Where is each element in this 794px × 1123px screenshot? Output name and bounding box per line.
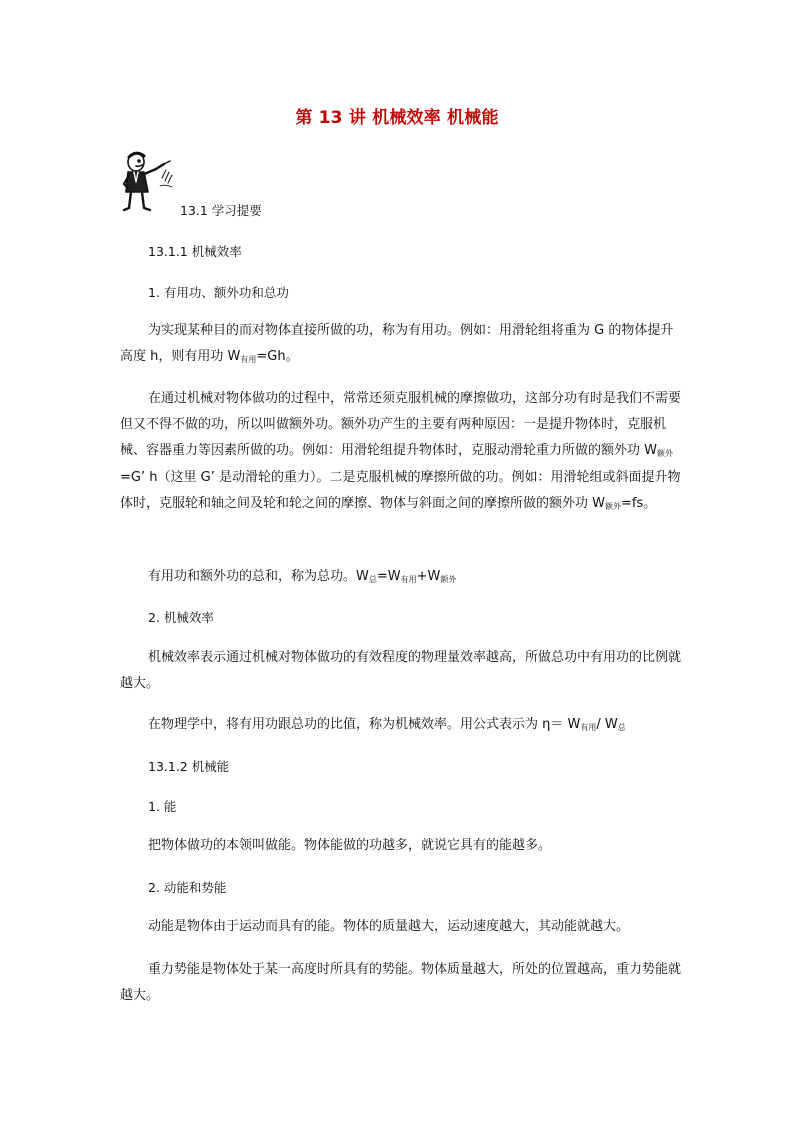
efficiency-formula-divide: / W bbox=[596, 717, 618, 732]
extra-work-subscript-2: 额外 bbox=[605, 502, 621, 511]
total-work-plus: +W bbox=[416, 569, 441, 584]
item-heading-energy: 1. 能 bbox=[148, 799, 177, 814]
page-title: 第 13 讲 机械效率 机械能 bbox=[295, 108, 499, 128]
useful-work-text: 为实现某种目的而对物体直接所做的功，称为有用功。例如：用滑轮组将重为 G 的物体提升高度 h，则有用功 W bbox=[120, 323, 674, 364]
paragraph-efficiency-formula bbox=[120, 712, 685, 739]
paragraph-total-work bbox=[120, 564, 685, 591]
extra-work-subscript-1: 额外 bbox=[657, 449, 673, 458]
total-work-text: 有用功和额外功的总和，称为总功。W bbox=[148, 569, 369, 584]
efficiency-subscript-useful: 有用 bbox=[580, 723, 597, 732]
item-heading-mechanical-efficiency: 2. 机械效率 bbox=[148, 610, 214, 625]
teacher-pointing-illustration bbox=[118, 148, 180, 214]
subsection-heading-13-1-2: 13.1.2 机械能 bbox=[148, 759, 230, 774]
paragraph-useful-work bbox=[120, 318, 685, 371]
total-work-subscript-useful: 有用 bbox=[400, 575, 417, 584]
paragraph-extra-work bbox=[120, 386, 685, 518]
item-heading-useful-extra-total-work: 1. 有用功、额外功和总功 bbox=[148, 285, 289, 300]
section-heading-13-1: 13.1 学习提要 bbox=[180, 203, 262, 218]
subsection-heading-13-1-1: 13.1.1 机械效率 bbox=[148, 244, 242, 259]
total-work-subscript-total: 总 bbox=[368, 575, 377, 584]
total-work-subscript-extra: 额外 bbox=[440, 575, 457, 584]
efficiency-subscript-total: 总 bbox=[617, 723, 626, 732]
efficiency-formula-text: 在物理学中，将有用功跟总功的比值，称为机械效率。用公式表示为 η＝ W bbox=[148, 717, 581, 732]
paragraph-kinetic-energy: 动能是物体由于运动而具有的能。物体的质量越大，运动速度越大，其动能就越大。 bbox=[148, 919, 630, 934]
paragraph-efficiency-definition: 机械效率表示通过机械对物体做功的有效程度的物理量效率越高，所做总功中有用功的比例就越大。 bbox=[120, 650, 682, 691]
paragraph-energy: 把物体做功的本领叫做能。物体能做的功越多，就说它具有的能越多。 bbox=[148, 838, 552, 853]
extra-work-text-1: 在通过机械对物体做功的过程中，常常还须克服机械的摩擦做功，这部分功有时是我们不需要但又不得不做的功，所以叫做额外功。额外功产生的主要有两种原因：一是提升物体时，克服机械、容器重力等因素所做的功。例如：用滑轮组提升物体时，克服动滑轮重力所做的额外功 W bbox=[120, 391, 682, 458]
paragraph-potential-energy: 重力势能是物体处于某一高度时所具有的势能。物体质量越大，所处的位置越高，重力势能就越大。 bbox=[120, 962, 682, 1003]
useful-work-subscript: 有用 bbox=[240, 355, 257, 364]
total-work-equals: =W bbox=[376, 569, 401, 584]
extra-work-text-2: =G’ h（这里 G’ 是动滑轮的重力）。二是克服机械的摩擦所做的功。例如：用滑轮组或斜面提升物体时，克服轮和轴之间及轮和轮之间的摩擦、物体与斜面之间的摩擦所做的额外功 W bbox=[120, 470, 681, 511]
item-heading-kinetic-potential: 2. 动能和势能 bbox=[148, 880, 227, 895]
useful-work-formula-end: =Gh。 bbox=[256, 349, 299, 364]
extra-work-text-3: =fs。 bbox=[621, 496, 657, 511]
